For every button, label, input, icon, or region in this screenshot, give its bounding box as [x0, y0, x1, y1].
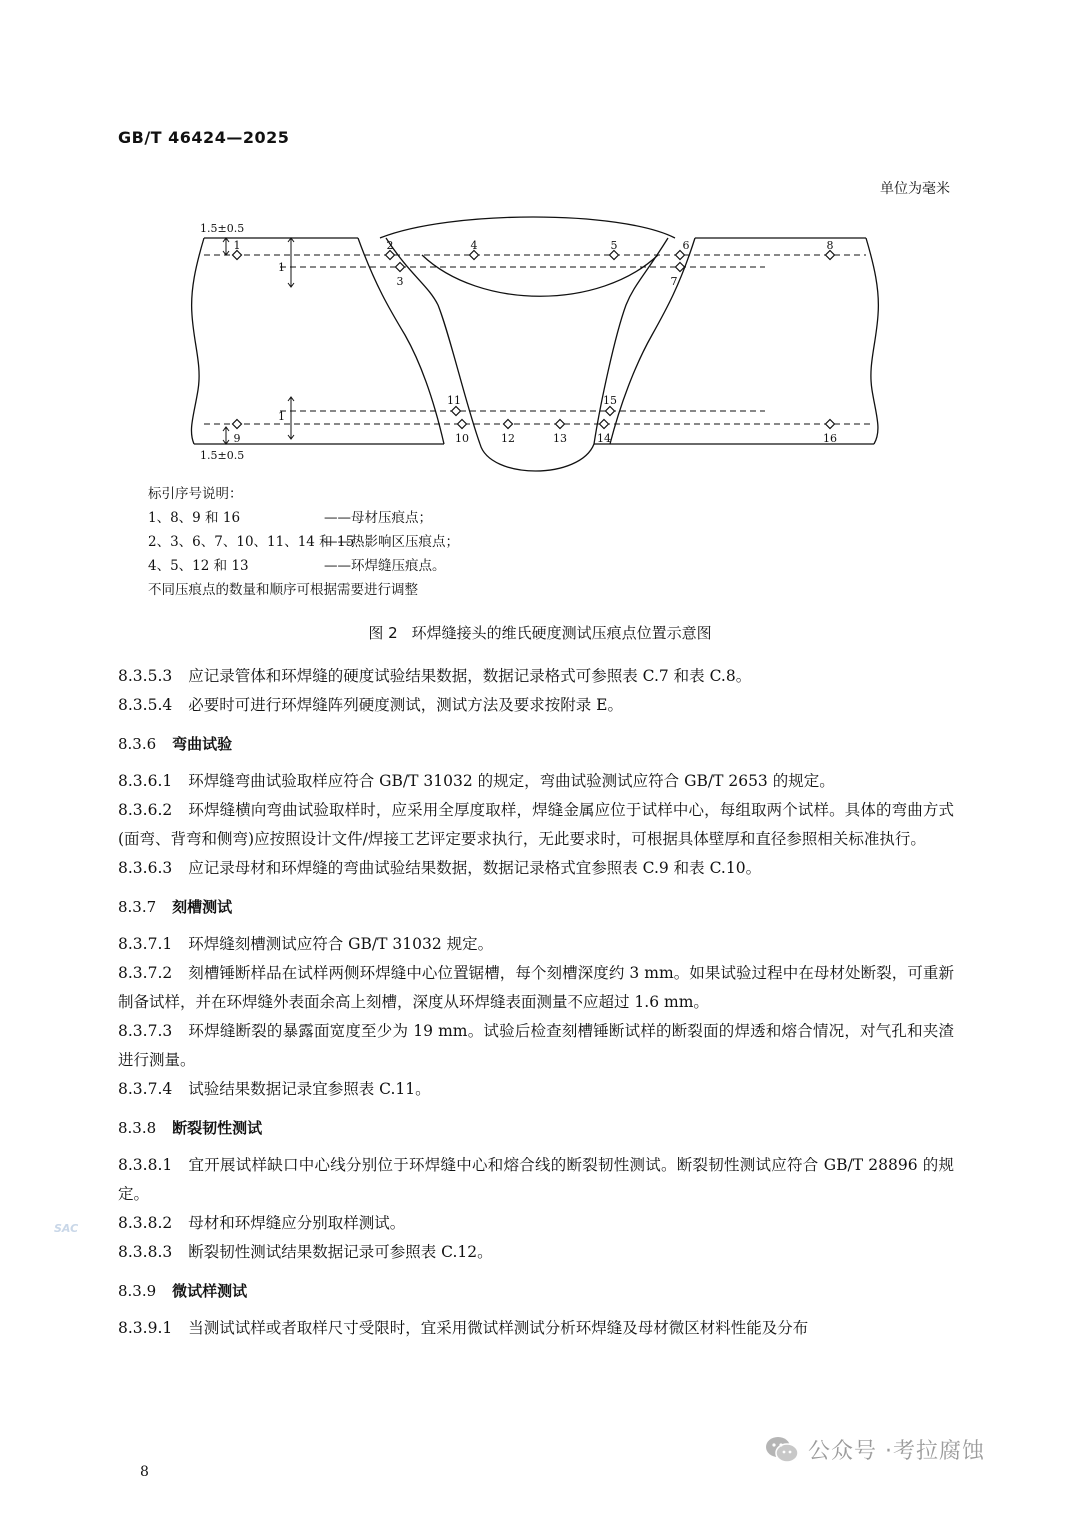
clause-number: 8.3.7 [118, 898, 157, 916]
clause-number: 8.3.6 [118, 735, 157, 753]
dim-label-bottom: 1.5±0.5 [200, 449, 245, 462]
indent-point-label: 14 [597, 432, 611, 445]
clause-number: 8.3.8.1 [118, 1156, 173, 1174]
dim-label-one-bottom: 1 [278, 410, 285, 423]
clause-paragraph [118, 1314, 954, 1343]
clause-number: 8.3.6.2 [118, 801, 173, 819]
figure-caption [0, 622, 1080, 643]
clause-text: 环焊缝弯曲试验取样应符合 GB/T 31032 的规定，弯曲试验测试应符合 GB/T 2653 的规定。 [188, 772, 835, 790]
section-heading [118, 893, 954, 922]
indent-point-label: 7 [670, 275, 678, 288]
indent-point-marker [600, 420, 609, 429]
clause-number: 8.3.8.2 [118, 1214, 173, 1232]
clause-text: 刻槽锤断样品在试样两侧环焊缝中心位置锯槽，每个刻槽深度约 3 mm。如果试验过程中在母材处断裂，可重新制备试样，并在环焊缝外表面余高上刻槽，深度从环焊缝表面测量不应超过 1.6 mm。 [118, 964, 954, 1011]
clause-number: 8.3.9.1 [118, 1319, 173, 1337]
indent-point-marker [504, 420, 513, 429]
clause-text: 母材和环焊缝应分别取样测试。 [188, 1214, 406, 1232]
clause-number: 8.3.7.1 [118, 935, 173, 953]
dim-label-one-top: 1 [278, 261, 285, 274]
weld-cap [380, 217, 675, 238]
clause-text: 试验结果数据记录宜参照表 C.11。 [188, 1080, 431, 1098]
heading-text: 弯曲试验 [172, 735, 233, 753]
indent-point-label: 10 [455, 432, 469, 445]
indent-point-label: 1 [233, 239, 241, 252]
heading-text: 断裂韧性测试 [172, 1119, 263, 1137]
clause-number: 8.3.5.3 [118, 667, 173, 685]
legend-row [148, 530, 459, 554]
clause-number: 8.3.5.4 [118, 696, 173, 714]
clause-text: 应记录管体和环焊缝的硬度试验结果数据，数据记录格式可参照表 C.7 和表 C.8。 [188, 667, 752, 685]
legend-desc: ——环焊缝压痕点。 [324, 558, 446, 574]
clause-paragraph [118, 662, 954, 691]
heading-text: 微试样测试 [172, 1282, 248, 1300]
watermark-prefix: 公众号 · [808, 1439, 893, 1464]
indent-point-label: 16 [823, 432, 837, 445]
indent-point-label: 11 [447, 394, 461, 407]
clause-text: 宜开展试样缺口中心线分别位于环焊缝中心和熔合线的断裂韧性测试。断裂韧性测试应符合 GB/T 28896 的规定。 [118, 1156, 954, 1203]
clause-text: 断裂韧性测试结果数据记录可参照表 C.12。 [188, 1243, 493, 1261]
indent-point-marker [826, 420, 835, 429]
clause-text: 环焊缝横向弯曲试验取样时，应采用全厚度取样，焊缝金属应位于试样中心，每组取两个试样。具体的弯曲方式(面弯、背弯和侧弯)应按照设计文件/焊接工艺评定要求执行，无此要求时，可根据具体壁厚和直径参照相关标准执行。 [118, 801, 954, 848]
indent-point-marker [233, 420, 242, 429]
clause-paragraph [118, 1238, 954, 1267]
clause-paragraph [118, 1151, 954, 1209]
dim-arrow-top [223, 238, 229, 255]
legend-keys: 4、5、12 和 13 [148, 558, 249, 574]
legend-title: 标引序号说明： [148, 486, 243, 502]
indent-point-label: 12 [501, 432, 515, 445]
clause-text: 必要时可进行环焊缝阵列硬度测试，测试方法及要求按附录 E。 [188, 696, 623, 714]
indent-point-label: 2 [386, 239, 394, 252]
indent-point-marker [556, 420, 565, 429]
indent-points [233, 251, 835, 429]
unit-note: 单位为毫米 [880, 181, 950, 197]
clause-text: 环焊缝断裂的暴露面宽度至少为 19 mm。试验后检查刻槽锤断试样的断裂面的焊透和熔合情况，对气孔和夹渣进行测量。 [118, 1022, 954, 1069]
clause-number: 8.3.8 [118, 1119, 157, 1137]
clause-number: 8.3.7.2 [118, 964, 173, 982]
figure-title: 环焊缝接头的维氏硬度测试压痕点位置示意图 [411, 624, 712, 642]
weld-root [480, 444, 594, 471]
section-heading [118, 1277, 954, 1306]
indent-point-label: 15 [603, 394, 617, 407]
clause-paragraph [118, 1017, 954, 1075]
side-logo: SAC [54, 1222, 79, 1235]
clause-text: 应记录母材和环焊缝的弯曲试验结果数据，数据记录格式宜参照表 C.9 和表 C.10。 [188, 859, 762, 877]
clause-number: 8.3.8.3 [118, 1243, 173, 1261]
watermark-name: 考拉腐蚀 [893, 1439, 986, 1464]
plate-right-break [866, 238, 878, 444]
watermark [764, 1434, 985, 1465]
body-text [118, 662, 954, 1343]
indent-point-marker [452, 407, 461, 416]
indent-point-label: 9 [233, 432, 241, 445]
clause-number: 8.3.9 [118, 1282, 157, 1300]
clause-paragraph [118, 796, 954, 854]
heading-text: 刻槽测试 [172, 898, 233, 916]
clause-paragraph [118, 1075, 954, 1104]
page-number: 8 [140, 1464, 149, 1480]
indent-point-label: 8 [826, 239, 834, 252]
weld-hardness-diagram [190, 215, 890, 473]
legend-desc: ——母材压痕点； [324, 510, 432, 526]
section-heading [118, 730, 954, 759]
standard-code: GB/T 46424—2025 [118, 128, 290, 147]
indent-point-label: 5 [610, 239, 618, 252]
clause-number: 8.3.7.4 [118, 1080, 173, 1098]
dim-arrow-top-gap [288, 238, 294, 287]
clause-number: 8.3.6.3 [118, 859, 173, 877]
indent-point-marker [458, 420, 467, 429]
clause-paragraph [118, 930, 954, 959]
cap-pass-boundary [422, 255, 658, 296]
legend-keys: 2、3、6、7、10、11、14 和 15 [148, 534, 355, 550]
dim-arrow-bottom-gap [288, 397, 294, 439]
clause-text: 当测试试样或者取样尺寸受限时，宜采用微试样测试分析环焊缝及母材微区材料性能及分布 [188, 1319, 809, 1337]
clause-paragraph [118, 854, 954, 883]
legend-note: 不同压痕点的数量和顺序可根据需要进行调整 [148, 582, 418, 598]
figure-number: 图 2 [368, 624, 398, 642]
legend-desc: ——热影响区压痕点； [324, 534, 459, 550]
clause-paragraph [118, 691, 954, 720]
legend-keys: 1、8、9 和 16 [148, 510, 241, 526]
clause-paragraph [118, 1209, 954, 1238]
section-heading [118, 1114, 954, 1143]
indent-point-label: 13 [553, 432, 567, 445]
dim-arrow-bottom [223, 427, 229, 444]
indent-point-marker [606, 407, 615, 416]
inner-fusion-line-right [594, 238, 668, 444]
indent-point-label: 6 [682, 239, 690, 252]
indent-point-label: 3 [396, 275, 404, 288]
clause-paragraph [118, 959, 954, 1017]
indent-point-marker [396, 263, 405, 272]
clause-text: 环焊缝刻槽测试应符合 GB/T 31032 规定。 [188, 935, 494, 953]
clause-paragraph [118, 767, 954, 796]
legend-row [148, 506, 459, 530]
clause-number: 8.3.7.3 [118, 1022, 173, 1040]
figure-legend [148, 482, 459, 602]
plate-left-break [191, 238, 204, 444]
indent-point-label: 4 [470, 239, 478, 252]
clause-number: 8.3.6.1 [118, 772, 173, 790]
legend-row [148, 554, 459, 578]
wechat-icon [764, 1435, 800, 1465]
dim-label-top: 1.5±0.5 [200, 222, 245, 235]
